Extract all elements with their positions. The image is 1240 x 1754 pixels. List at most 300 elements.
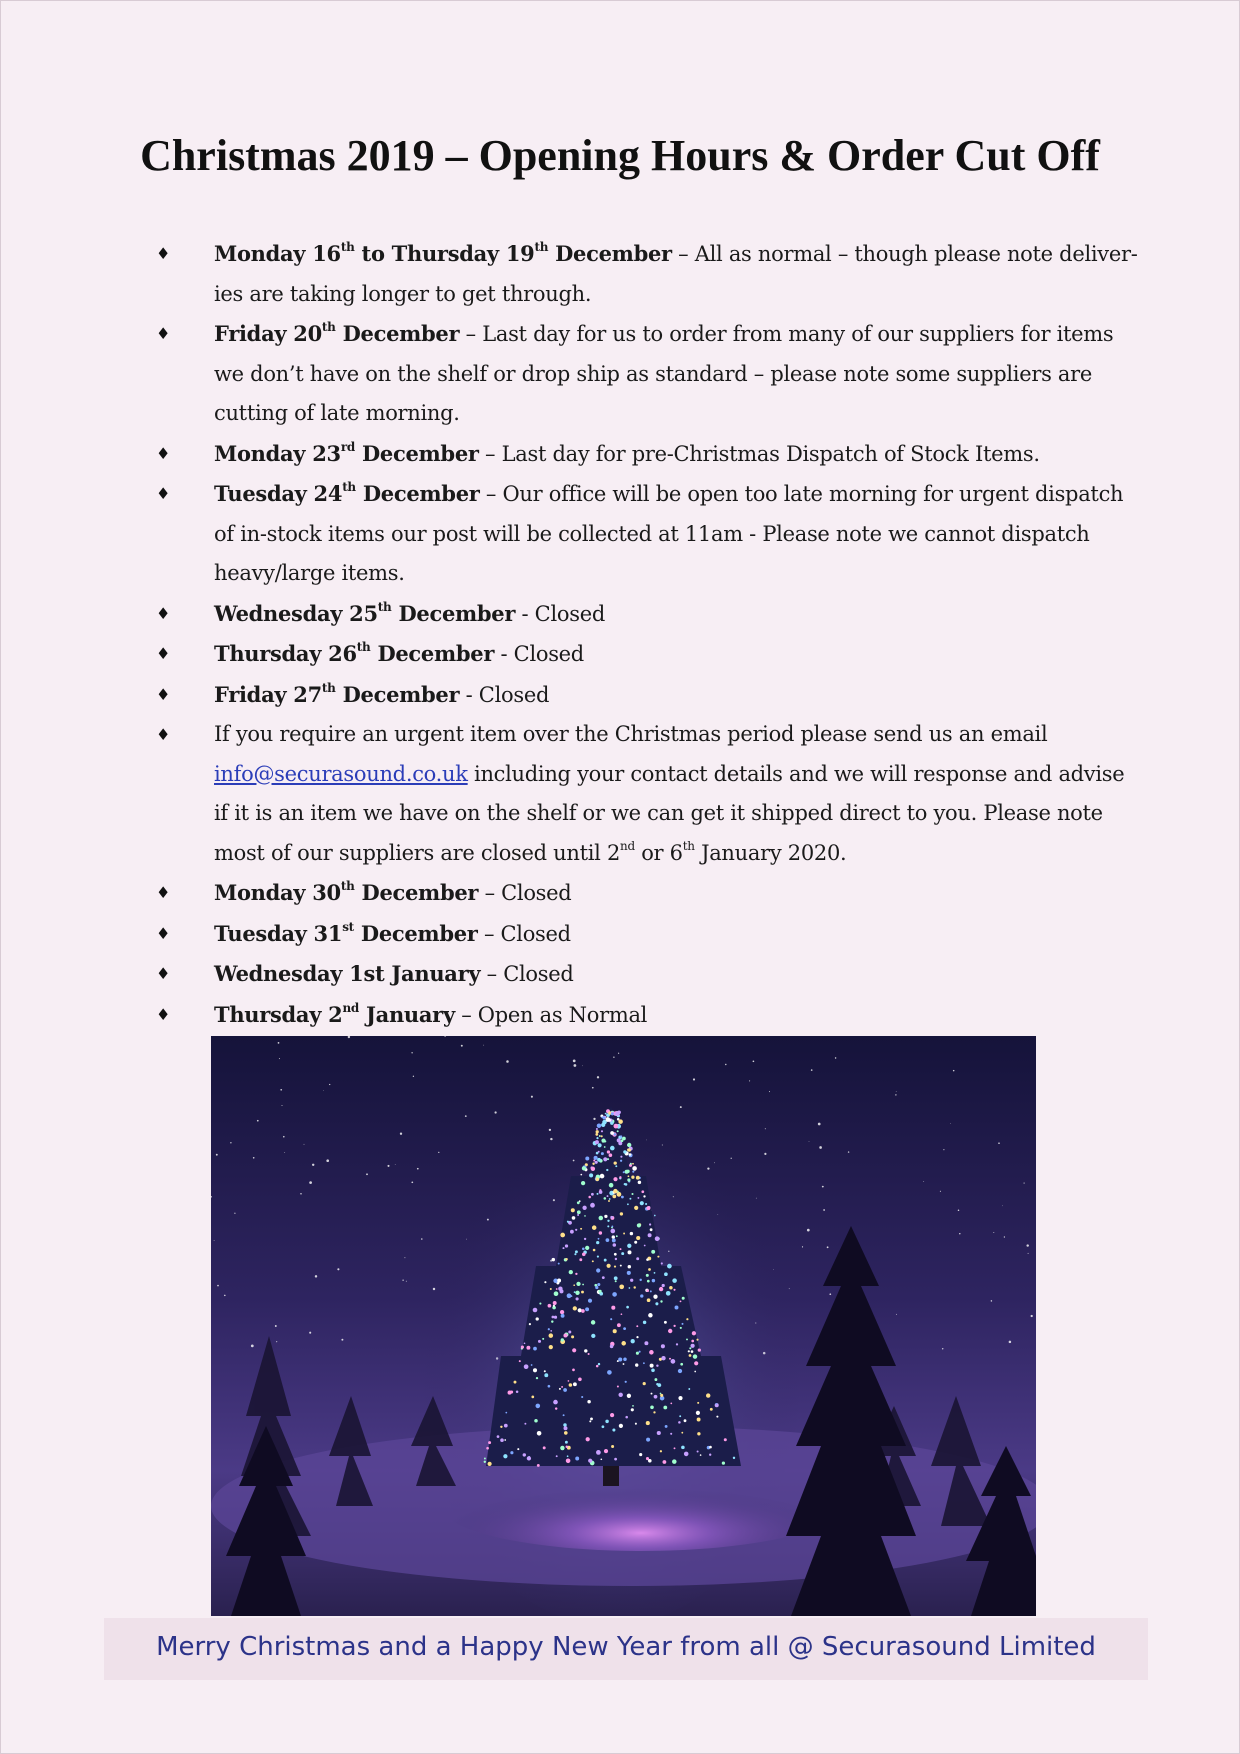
- tree-light: [639, 1351, 641, 1353]
- tree-light: [620, 1135, 622, 1137]
- text-run: December: [335, 681, 460, 707]
- star: [829, 1293, 831, 1295]
- tree-light: [627, 1178, 630, 1181]
- star: [465, 1115, 467, 1117]
- text-run: or 6: [634, 840, 683, 865]
- tree-light: [692, 1331, 696, 1335]
- tree-light: [621, 1313, 623, 1315]
- list-item: [152, 914, 1142, 955]
- tree-light: [563, 1414, 565, 1416]
- tree-light: [656, 1383, 658, 1385]
- tree-light: [544, 1373, 548, 1377]
- star: [998, 1142, 1000, 1144]
- tree-light: [698, 1348, 701, 1351]
- tree-light: [537, 1464, 540, 1467]
- tree-light: [648, 1268, 651, 1271]
- tree-light: [605, 1113, 607, 1115]
- tree-light: [649, 1350, 654, 1355]
- star: [574, 1064, 577, 1067]
- tree-light: [603, 1117, 606, 1120]
- list-item: [152, 675, 1142, 716]
- tree-light: [600, 1174, 605, 1179]
- tree-light: [596, 1241, 599, 1244]
- tree-light: [578, 1377, 582, 1381]
- tree-light: [636, 1236, 640, 1240]
- tree-light: [508, 1391, 512, 1395]
- tree-light: [634, 1206, 638, 1210]
- tree-light: [631, 1193, 633, 1195]
- date-label: [214, 1002, 455, 1027]
- tree-light: [646, 1258, 649, 1261]
- ordinal-suffix: st: [342, 919, 354, 934]
- star: [406, 1281, 407, 1282]
- text-run: December: [548, 241, 672, 266]
- tree-light: [589, 1420, 591, 1422]
- star: [413, 1076, 414, 1077]
- tree-light: [581, 1396, 583, 1398]
- tree-light: [591, 1193, 594, 1196]
- tree-light: [621, 1196, 624, 1199]
- tree-light: [623, 1357, 627, 1361]
- tree-light: [668, 1329, 672, 1333]
- page-title: Christmas 2019 – Opening Hours & Order Cut Off: [140, 131, 1100, 180]
- tree-light: [597, 1256, 599, 1258]
- star: [280, 1089, 282, 1091]
- text-run: Thursday 26: [214, 641, 357, 666]
- tree-light: [733, 1457, 735, 1459]
- tree-light: [610, 1345, 614, 1349]
- list-item: [152, 634, 1142, 675]
- tree-light: [664, 1321, 667, 1324]
- tree-light: [629, 1287, 631, 1289]
- tree-light: [596, 1268, 600, 1272]
- star: [848, 1151, 849, 1152]
- tree-light: [614, 1276, 618, 1280]
- tree-light: [565, 1441, 568, 1444]
- tree-light: [565, 1244, 568, 1247]
- tree-light: [652, 1279, 655, 1282]
- tree-light: [595, 1140, 599, 1144]
- tree-light: [691, 1350, 694, 1353]
- tree-light: [548, 1304, 552, 1308]
- tree-light: [656, 1364, 658, 1366]
- tree-light: [610, 1318, 612, 1320]
- tree-light: [654, 1378, 657, 1381]
- tree-light: [654, 1395, 658, 1399]
- tree-light: [669, 1358, 671, 1360]
- tree-light: [604, 1146, 606, 1148]
- tree-light: [627, 1143, 631, 1147]
- tree-light: [576, 1297, 579, 1300]
- tree-light: [633, 1286, 635, 1288]
- tree-light: [591, 1167, 595, 1171]
- tree-light: [533, 1368, 537, 1372]
- tree-light: [647, 1298, 651, 1302]
- tree-light: [678, 1421, 681, 1424]
- star: [592, 1087, 594, 1089]
- tree-light: [650, 1228, 653, 1231]
- tree-light: [536, 1317, 539, 1320]
- tree-light: [612, 1428, 615, 1431]
- star: [400, 1133, 402, 1135]
- tree-light: [617, 1130, 619, 1132]
- tree-light: [644, 1341, 648, 1345]
- tree-light: [629, 1153, 632, 1156]
- star: [749, 1080, 750, 1081]
- tree-light: [568, 1380, 570, 1382]
- tree-light: [561, 1386, 563, 1388]
- tree-light: [601, 1135, 603, 1137]
- ordinal-suffix: rd: [340, 439, 355, 454]
- tree-light: [484, 1461, 486, 1463]
- star: [753, 1060, 755, 1062]
- tree-light: [682, 1323, 684, 1325]
- tree-light: [574, 1253, 576, 1255]
- tree-light: [604, 1197, 607, 1200]
- star: [309, 1332, 311, 1334]
- tree-light: [607, 1225, 609, 1227]
- tree-light: [612, 1292, 617, 1297]
- tree-light: [632, 1405, 634, 1407]
- tree-light: [709, 1446, 712, 1449]
- star: [822, 1186, 824, 1188]
- tree-light: [654, 1272, 656, 1274]
- tree-light: [661, 1344, 665, 1348]
- tree-light: [614, 1253, 617, 1256]
- text-run: - Closed: [494, 642, 584, 666]
- tree-light: [574, 1291, 576, 1293]
- list-item: [152, 715, 1142, 873]
- tree-light: [588, 1196, 591, 1199]
- tree-light: [567, 1455, 569, 1457]
- tree-light: [598, 1238, 600, 1240]
- star: [366, 1173, 368, 1175]
- list-item: [152, 954, 1142, 995]
- tree-light: [596, 1450, 601, 1455]
- tree-light: [549, 1345, 553, 1349]
- ordinal-suffix: th: [342, 480, 356, 494]
- star: [953, 1070, 955, 1072]
- tree-light: [534, 1419, 538, 1423]
- tree-light: [630, 1163, 632, 1165]
- tree-light: [529, 1323, 531, 1325]
- tree-light: [603, 1157, 607, 1161]
- item-description: [480, 962, 573, 986]
- tree-light: [560, 1310, 564, 1314]
- star: [1028, 1253, 1029, 1254]
- text-run: If you require an urgent item over the Christmas period please send us an email: [214, 722, 1048, 746]
- tree-light: [715, 1403, 717, 1405]
- tree-light: [536, 1377, 538, 1379]
- text-run: – Closed: [478, 881, 572, 905]
- star: [807, 1229, 810, 1232]
- tree-light: [595, 1161, 598, 1164]
- tree-light: [510, 1451, 513, 1454]
- tree-light: [612, 1226, 614, 1228]
- star: [802, 1246, 803, 1247]
- star: [411, 1181, 413, 1183]
- tree-light: [596, 1365, 599, 1368]
- star: [506, 1060, 509, 1063]
- tree-light: [598, 1363, 600, 1365]
- tree-light: [632, 1166, 637, 1171]
- tree-light: [590, 1417, 593, 1420]
- tree-light: [637, 1197, 639, 1199]
- tree-light: [681, 1432, 683, 1434]
- tree-light: [617, 1323, 621, 1327]
- list-item: [152, 873, 1142, 914]
- tree-light: [611, 1113, 614, 1116]
- ordinal-suffix: nd: [620, 838, 635, 853]
- star: [224, 1295, 226, 1297]
- tree-light: [591, 1334, 595, 1338]
- tree-light: [568, 1330, 571, 1333]
- tree-light: [631, 1339, 635, 1343]
- tree-light: [616, 1235, 618, 1237]
- tree-light: [661, 1262, 663, 1264]
- tree-light: [619, 1424, 623, 1428]
- star: [404, 1257, 405, 1258]
- tree-light: [543, 1446, 546, 1449]
- item-description: [455, 1003, 647, 1027]
- tree-light: [614, 1266, 616, 1268]
- tree-light: [609, 1198, 611, 1200]
- item-description: [494, 642, 584, 666]
- tree-light: [614, 1161, 617, 1164]
- star: [950, 1123, 951, 1124]
- tree-light: [662, 1284, 665, 1287]
- tree-light: [650, 1364, 654, 1368]
- tree-light: [610, 1131, 614, 1135]
- tree-light: [615, 1111, 620, 1116]
- tree-light: [505, 1412, 507, 1414]
- star: [323, 1090, 324, 1091]
- text-run: – Open as Normal: [454, 1002, 648, 1027]
- tree-light: [663, 1460, 667, 1464]
- text-run: including your contact details and we will response and advise if it is an item we have on the shelf or we can get it shipped direct to you. Please note most of our suppliers are closed until 2: [214, 761, 1125, 865]
- tree-light: [598, 1143, 602, 1147]
- tree-light: [618, 1119, 623, 1124]
- tree-light: [630, 1279, 633, 1282]
- tree-light: [607, 1195, 609, 1197]
- tree-light: [660, 1394, 663, 1397]
- christmas-tree-image: [211, 1036, 1036, 1616]
- tree-light: [618, 1357, 622, 1361]
- tree-light: [577, 1210, 581, 1214]
- tree-light: [577, 1214, 579, 1216]
- text-run: Wednesday 1st January: [214, 961, 481, 986]
- date-label: [214, 921, 478, 946]
- bullet-diamond-icon: ♦: [156, 883, 171, 902]
- tree-light: [581, 1181, 585, 1185]
- tree-light: [488, 1441, 491, 1444]
- tree-light: [653, 1411, 655, 1413]
- star: [253, 1157, 255, 1159]
- tree-light: [596, 1128, 598, 1130]
- tree-light: [596, 1130, 599, 1133]
- star: [341, 1339, 343, 1341]
- tree-light: [596, 1137, 598, 1139]
- star: [279, 1058, 280, 1059]
- tree-light: [688, 1350, 690, 1352]
- star: [1026, 1244, 1028, 1246]
- tree-light: [676, 1343, 678, 1345]
- tree-light: [550, 1288, 552, 1290]
- text-run: – Last day for us to order from many of our suppliers for items we don’t have on the shelf or drop ship as standard – please note some suppliers are cutting of late morning.: [214, 322, 1114, 425]
- star: [923, 1181, 924, 1182]
- tree-light: [646, 1206, 650, 1210]
- tree-light: [544, 1370, 546, 1372]
- tree-light: [614, 1133, 617, 1136]
- tree-light: [601, 1123, 605, 1127]
- star: [275, 1325, 277, 1327]
- tree-light: [607, 1264, 611, 1268]
- tree-light: [607, 1370, 612, 1375]
- tree-light: [521, 1346, 524, 1349]
- item-description: [479, 442, 1040, 466]
- tree-light: [655, 1302, 658, 1305]
- tree-light: [650, 1290, 652, 1292]
- tree-light: [635, 1363, 638, 1366]
- ordinal-suffix: nd: [342, 1000, 359, 1015]
- ordinal-suffix: th: [377, 599, 392, 614]
- tree-light: [610, 1413, 614, 1417]
- tree-light: [584, 1238, 586, 1240]
- ordinal-suffix: th: [534, 240, 549, 254]
- text-run: December: [335, 321, 460, 346]
- star: [896, 1314, 897, 1315]
- footer-band: [104, 1618, 1148, 1680]
- bullet-diamond-icon: ♦: [156, 603, 171, 623]
- tree-light: [706, 1393, 710, 1397]
- tree-light: [548, 1385, 551, 1388]
- tree-light: [580, 1228, 582, 1230]
- tree-light: [569, 1270, 573, 1274]
- star: [234, 1213, 235, 1214]
- tree-light: [697, 1450, 699, 1452]
- list-item: [152, 594, 1142, 635]
- tree-light: [516, 1390, 519, 1393]
- tree-light: [660, 1300, 662, 1302]
- star: [329, 1084, 330, 1085]
- tree-light: [634, 1241, 637, 1244]
- star: [315, 1275, 317, 1277]
- tree-light: [580, 1174, 582, 1176]
- text-run: – All as normal – though please note deliver-ies are taking longer to get through.: [214, 242, 1138, 306]
- tree-light: [582, 1284, 584, 1286]
- star: [421, 1238, 423, 1240]
- star: [326, 1159, 329, 1162]
- tree-light: [627, 1203, 629, 1205]
- text-run: January 2020.: [694, 840, 847, 865]
- text-run: - Closed: [459, 682, 550, 707]
- star: [282, 1105, 283, 1106]
- bullet-diamond-icon: ♦: [156, 684, 171, 704]
- tree-light: [596, 1193, 598, 1195]
- star: [494, 1111, 496, 1113]
- tree-light: [556, 1288, 558, 1290]
- tree-light: [661, 1356, 665, 1360]
- email-link[interactable]: info@securasound.co.uk: [214, 761, 468, 786]
- text-run: Monday 23: [214, 440, 341, 466]
- tree-light: [636, 1336, 638, 1338]
- tree-light: [639, 1453, 642, 1456]
- tree-light: [536, 1404, 541, 1409]
- tree-light: [635, 1423, 637, 1425]
- star: [618, 1053, 619, 1054]
- tree-light: [626, 1306, 629, 1309]
- tree-light: [670, 1433, 672, 1435]
- text-run: – Closed: [480, 962, 574, 986]
- tree-light: [650, 1405, 654, 1409]
- tree-light: [625, 1170, 629, 1174]
- tree-light: [567, 1293, 572, 1298]
- tree-light: [593, 1160, 595, 1162]
- tree-light: [675, 1306, 679, 1310]
- tree-light: [581, 1291, 584, 1294]
- tree-light: [618, 1393, 622, 1397]
- star: [438, 1152, 439, 1153]
- tree-light: [628, 1175, 630, 1177]
- tree-light: [631, 1176, 634, 1179]
- tree-light: [696, 1411, 700, 1415]
- star: [284, 1152, 285, 1153]
- item-description: [478, 881, 571, 905]
- tree-light: [614, 1124, 619, 1129]
- tree-light: [627, 1148, 630, 1151]
- tree-light: [722, 1461, 725, 1464]
- star: [959, 1233, 960, 1234]
- tree-light: [553, 1301, 557, 1305]
- tree-light: [599, 1216, 604, 1221]
- tree-light: [608, 1200, 610, 1202]
- tree-light: [606, 1169, 608, 1171]
- tree-light: [562, 1247, 564, 1249]
- tree-light: [673, 1289, 675, 1291]
- tree-light: [619, 1176, 621, 1178]
- tree-light: [636, 1176, 640, 1180]
- tree-light: [632, 1171, 634, 1173]
- date-label: [214, 481, 480, 506]
- tree-light: [697, 1402, 699, 1404]
- tree-light: [588, 1459, 592, 1463]
- tree-light: [497, 1435, 500, 1438]
- tree-light: [651, 1393, 653, 1395]
- star: [1024, 1183, 1025, 1184]
- tree-light: [572, 1369, 575, 1372]
- list-item: [152, 434, 1142, 475]
- tree-light: [625, 1381, 627, 1383]
- tree-light: [665, 1425, 668, 1428]
- tree-light: [620, 1156, 622, 1158]
- text-run: – Last day for pre-Christmas Dispatch of Stock Items.: [478, 441, 1040, 466]
- star: [217, 1285, 219, 1287]
- tree-light: [610, 1229, 615, 1234]
- star: [387, 1165, 389, 1167]
- tree-light: [657, 1431, 661, 1435]
- tree-light: [573, 1306, 577, 1310]
- bullet-diamond-icon: ♦: [156, 484, 171, 503]
- tree-light: [601, 1139, 605, 1143]
- tree-light: [593, 1249, 596, 1252]
- tree-light: [688, 1388, 690, 1390]
- tree-light: [599, 1190, 603, 1194]
- tree-light: [681, 1446, 685, 1450]
- star: [811, 1069, 813, 1071]
- date-label: [214, 641, 494, 666]
- tree-light: [625, 1416, 628, 1419]
- tree-light: [646, 1274, 649, 1277]
